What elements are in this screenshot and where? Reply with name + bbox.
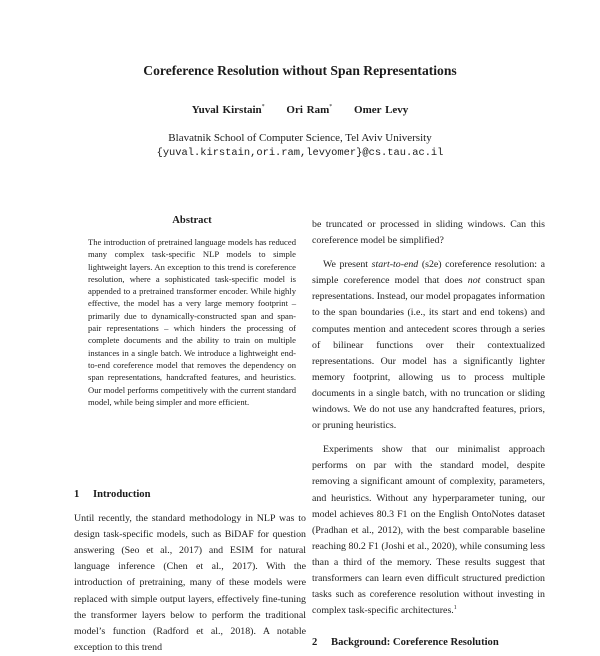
author-name: Ori Ram: [286, 104, 330, 116]
section-heading-background: [312, 635, 545, 651]
body-paragraph-3: [312, 442, 545, 619]
body-paragraph-1: be truncated or processed in sliding windows. Can this coreference model be simplified?: [312, 219, 545, 247]
author-3: [354, 104, 408, 116]
author-mark: *: [261, 104, 265, 110]
abstract-heading: Abstract: [172, 215, 212, 226]
introduction-paragraph: Until recently, the standard methodology in NLP was to design task-specific models, such as BiDAF for question answering (Seo et al., 2017) and ESIM for natural language inference (Chen et al., 2017). With the introduction of pretraining, many of these models were replaced with simple output layers, effectively fine-tuning the transformer layers below to perform the traditional model’s function (Radford et al., 2018). A notable exception to this trend: [74, 513, 306, 653]
section-number: 1: [74, 489, 80, 500]
author-1: [192, 104, 265, 116]
para2-rest: construct span representations. Instead, our model propagates information to the span boundaries (i.e., its start and end tokens) and computes mention and antecedent scores through a series of bilinear functions over their contextualized representations. Our model has a significantly lighter memory footprint, allowing us to process multiple documents in a single batch, with no truncation or sliding windows. We do not use any handcrafted features, priors, or pruning heuristics.: [312, 275, 545, 432]
author-name: Omer Levy: [354, 104, 409, 116]
left-column-body: [74, 487, 306, 656]
author-emails: {yuval.kirstain,ori.ram,levyomer}@cs.tau.ac.il: [156, 147, 444, 159]
section-number: 2: [312, 637, 318, 649]
affiliation: Blavatnik School of Computer Science, Tel Aviv University: [168, 132, 432, 144]
term-start-to-end: start-to-end: [371, 259, 419, 271]
abstract-text: The introduction of pretrained language models has reduced many complex task-specific NLP models to simple lightweight layers. An exception to this trend is coreference resolution, where a sophisticated task-specific model is appended to a pretrained transformer encoder. While highly effective, the model has a very large memory footprint – primarily due to dynamically-constructed span and span-pair representations – which hinders the processing of complete documents and the ability to train on multiple instances in a single batch. We introduce a lightweight end-to-end coreference model that removes the dependency on span representations, handcrafted features, and heuristics. Our model performs competitively with the current standard model, while being simpler and more efficient.: [88, 237, 296, 407]
para3-text: Experiments show that our minimalist approach performs on par with the standard model, despite removing a significant amount of complexity, parameters, and heuristics. Without any hyperparameter tuning, our model achieves 80.3 F1 on the English OntoNotes dataset (Pradhan et al., 2012), with the best comparable baseline reaching 80.2 F1 (Joshi et al., 2020), while consuming less than a third of the memory. These results suggest that transformers can learn even difficult structured prediction tasks such as coreference resolution without investing in complex task-specific architectures.: [312, 444, 545, 617]
author-name: Yuval Kirstain: [191, 104, 262, 116]
right-column: [312, 217, 545, 651]
section-title: Background: Coreference Resolution: [331, 637, 499, 649]
author-2: [286, 104, 332, 116]
para2-lead: We present: [323, 259, 372, 271]
body-paragraph-2: [312, 257, 545, 434]
section-heading-introduction: [74, 487, 306, 503]
para2-mid: (s2e) coreference resolution: a simple coreference model that does: [312, 259, 545, 287]
paper-title: Coreference Resolution without Span Representations: [143, 63, 457, 78]
emphasis-not: not: [467, 275, 481, 287]
author-list: [0, 104, 600, 116]
author-mark: *: [329, 104, 333, 110]
footnote-marker: 1: [453, 605, 457, 612]
section-title: Introduction: [93, 489, 151, 500]
